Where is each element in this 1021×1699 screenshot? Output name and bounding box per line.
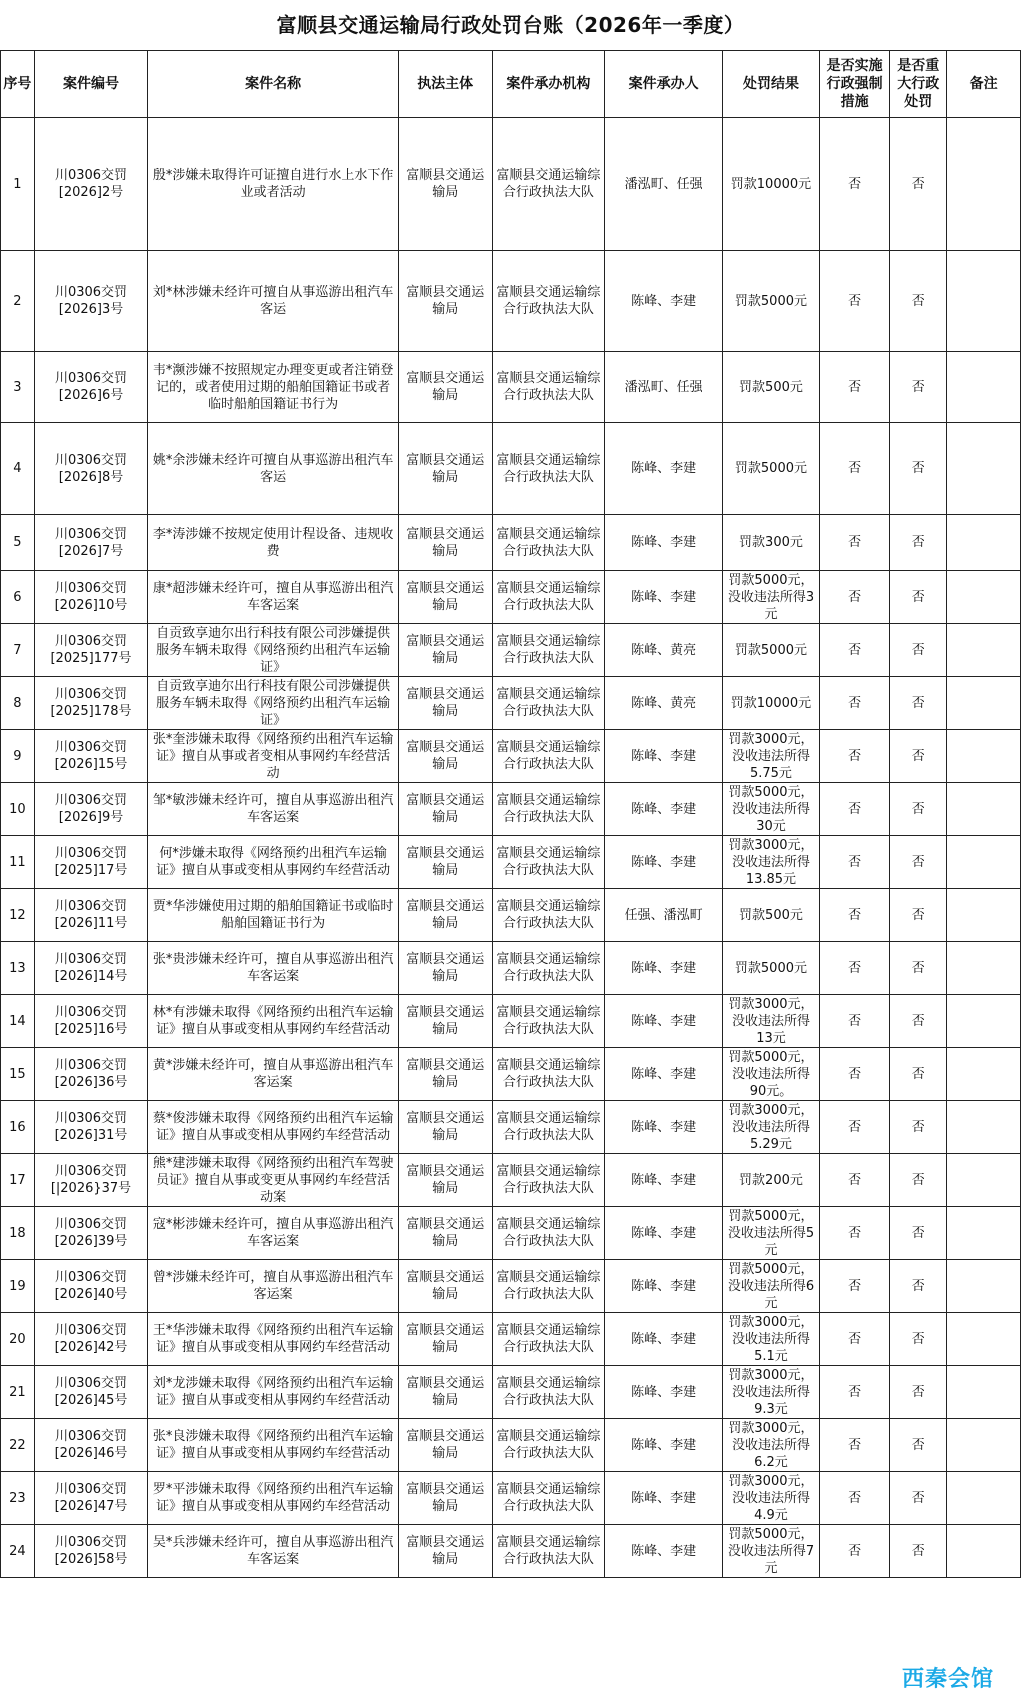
- handling-agency-cell: 富顺县交通运输综合行政执法大队: [492, 118, 605, 251]
- coercive-measure-cell: 否: [819, 624, 890, 677]
- penalty-result-cell: 罚款5000元: [723, 423, 820, 515]
- case-number-cell: 川0306交罚[2026]3号: [34, 251, 148, 352]
- remark-cell: [947, 1472, 1021, 1525]
- handling-agency-cell: 富顺县交通运输综合行政执法大队: [492, 783, 605, 836]
- header-cell: 案件名称: [148, 51, 399, 118]
- handling-agency-cell: 富顺县交通运输综合行政执法大队: [492, 1260, 605, 1313]
- case-number-cell: 川0306交罚[|2026}37号: [34, 1154, 148, 1207]
- header-cell: 执法主体: [398, 51, 492, 118]
- row-number-cell: 12: [1, 889, 35, 942]
- case-handlers-cell: 陈峰、李建: [605, 1154, 723, 1207]
- case-name-cell: 张*良涉嫌未取得《网络预约出租汽车运输证》擅自从事或变相从事网约车经营活动: [148, 1419, 399, 1472]
- enforcement-subject-cell: 富顺县交通运输局: [398, 783, 492, 836]
- case-number-cell: 川0306交罚[2026]10号: [34, 571, 148, 624]
- table-row: [1, 1472, 1021, 1525]
- enforcement-subject-cell: 富顺县交通运输局: [398, 1154, 492, 1207]
- row-number-cell: 13: [1, 942, 35, 995]
- row-number-cell: 3: [1, 352, 35, 423]
- remark-cell: [947, 515, 1021, 571]
- handling-agency-cell: 富顺县交通运输综合行政执法大队: [492, 942, 605, 995]
- case-handlers-cell: 陈峰、李建: [605, 783, 723, 836]
- coercive-measure-cell: 否: [819, 571, 890, 624]
- coercive-measure-cell: 否: [819, 889, 890, 942]
- case-handlers-cell: 陈峰、李建: [605, 1472, 723, 1525]
- major-penalty-cell: 否: [890, 1313, 947, 1366]
- case-number-cell: 川0306交罚[2026]31号: [34, 1101, 148, 1154]
- remark-cell: [947, 1366, 1021, 1419]
- enforcement-subject-cell: 富顺县交通运输局: [398, 942, 492, 995]
- case-handlers-cell: 陈峰、李建: [605, 836, 723, 889]
- case-name-cell: 林*有涉嫌未取得《网络预约出租汽车运输证》擅自从事或变相从事网约车经营活动: [148, 995, 399, 1048]
- row-number-cell: 14: [1, 995, 35, 1048]
- major-penalty-cell: 否: [890, 1154, 947, 1207]
- major-penalty-cell: 否: [890, 423, 947, 515]
- row-number-cell: 22: [1, 1419, 35, 1472]
- handling-agency-cell: 富顺县交通运输综合行政执法大队: [492, 251, 605, 352]
- header-cell: 处罚结果: [723, 51, 820, 118]
- penalty-result-cell: 罚款300元: [723, 515, 820, 571]
- remark-cell: [947, 995, 1021, 1048]
- case-handlers-cell: 陈峰、李建: [605, 995, 723, 1048]
- table-row: [1, 423, 1021, 515]
- penalty-result-cell: 罚款3000元，没收违法所得13.85元: [723, 836, 820, 889]
- case-name-cell: 张*贵涉嫌未经许可，擅自从事巡游出租汽车客运案: [148, 942, 399, 995]
- case-handlers-cell: 陈峰、李建: [605, 1048, 723, 1101]
- coercive-measure-cell: 否: [819, 995, 890, 1048]
- case-number-cell: 川0306交罚[2026]6号: [34, 352, 148, 423]
- major-penalty-cell: 否: [890, 1048, 947, 1101]
- table-row: [1, 836, 1021, 889]
- case-handlers-cell: 陈峰、李建: [605, 1101, 723, 1154]
- remark-cell: [947, 1207, 1021, 1260]
- page-title: 富顺县交通运输局行政处罚台账（2026年一季度）: [276, 13, 745, 37]
- table-row: [1, 352, 1021, 423]
- coercive-measure-cell: 否: [819, 1366, 890, 1419]
- row-number-cell: 10: [1, 783, 35, 836]
- enforcement-subject-cell: 富顺县交通运输局: [398, 1101, 492, 1154]
- case-number-cell: 川0306交罚[2026]46号: [34, 1419, 148, 1472]
- row-number-cell: 20: [1, 1313, 35, 1366]
- remark-cell: [947, 251, 1021, 352]
- case-name-cell: 蔡*俊涉嫌未取得《网络预约出租汽车运输证》擅自从事或变相从事网约车经营活动: [148, 1101, 399, 1154]
- handling-agency-cell: 富顺县交通运输综合行政执法大队: [492, 836, 605, 889]
- major-penalty-cell: 否: [890, 1207, 947, 1260]
- handling-agency-cell: 富顺县交通运输综合行政执法大队: [492, 1154, 605, 1207]
- header-cell: 案件承办人: [605, 51, 723, 118]
- coercive-measure-cell: 否: [819, 1048, 890, 1101]
- remark-cell: [947, 624, 1021, 677]
- enforcement-subject-cell: 富顺县交通运输局: [398, 1260, 492, 1313]
- remark-cell: [947, 352, 1021, 423]
- case-handlers-cell: 陈峰、黄亮: [605, 677, 723, 730]
- case-handlers-cell: 潘泓町、任强: [605, 352, 723, 423]
- remark-cell: [947, 836, 1021, 889]
- enforcement-subject-cell: 富顺县交通运输局: [398, 1472, 492, 1525]
- case-name-cell: 熊*建涉嫌未取得《网络预约出租汽车驾驶员证》擅自从事或变更从事网约车经营活动案: [148, 1154, 399, 1207]
- case-name-cell: 李*涛涉嫌不按规定使用计程设备、违规收费: [148, 515, 399, 571]
- major-penalty-cell: 否: [890, 515, 947, 571]
- table-row: [1, 1260, 1021, 1313]
- penalty-result-cell: 罚款10000元: [723, 677, 820, 730]
- enforcement-subject-cell: 富顺县交通运输局: [398, 1048, 492, 1101]
- enforcement-subject-cell: 富顺县交通运输局: [398, 995, 492, 1048]
- enforcement-subject-cell: 富顺县交通运输局: [398, 352, 492, 423]
- case-name-cell: 曾*涉嫌未经许可，擅自从事巡游出租汽车客运案: [148, 1260, 399, 1313]
- case-name-cell: 康*超涉嫌未经许可，擅自从事巡游出租汽车客运案: [148, 571, 399, 624]
- case-number-cell: 川0306交罚[2025]16号: [34, 995, 148, 1048]
- coercive-measure-cell: 否: [819, 1525, 890, 1578]
- penalty-result-cell: 罚款500元: [723, 352, 820, 423]
- enforcement-subject-cell: 富顺县交通运输局: [398, 1419, 492, 1472]
- case-handlers-cell: 陈峰、李建: [605, 942, 723, 995]
- header-cell: 是否重大行政处罚: [890, 51, 947, 118]
- case-name-cell: 贾*华涉嫌使用过期的船舶国籍证书或临时船舶国籍证书行为: [148, 889, 399, 942]
- penalty-result-cell: 罚款5000元，没收违法所得7元: [723, 1525, 820, 1578]
- major-penalty-cell: 否: [890, 118, 947, 251]
- coercive-measure-cell: 否: [819, 1419, 890, 1472]
- case-number-cell: 川0306交罚[2026]9号: [34, 783, 148, 836]
- remark-cell: [947, 1260, 1021, 1313]
- penalty-result-cell: 罚款5000元，没收违法所得3元: [723, 571, 820, 624]
- major-penalty-cell: 否: [890, 251, 947, 352]
- header-cell: 案件承办机构: [492, 51, 605, 118]
- coercive-measure-cell: 否: [819, 1472, 890, 1525]
- row-number-cell: 8: [1, 677, 35, 730]
- row-number-cell: 24: [1, 1525, 35, 1578]
- major-penalty-cell: 否: [890, 1366, 947, 1419]
- case-name-cell: 黄*涉嫌未经许可，擅自从事巡游出租汽车客运案: [148, 1048, 399, 1101]
- coercive-measure-cell: 否: [819, 515, 890, 571]
- case-handlers-cell: 陈峰、李建: [605, 251, 723, 352]
- coercive-measure-cell: 否: [819, 118, 890, 251]
- case-name-cell: 吴*兵涉嫌未经许可，擅自从事巡游出租汽车客运案: [148, 1525, 399, 1578]
- penalty-result-cell: 罚款3000元，没收违法所得5.29元: [723, 1101, 820, 1154]
- table-row: [1, 1419, 1021, 1472]
- handling-agency-cell: 富顺县交通运输综合行政执法大队: [492, 995, 605, 1048]
- case-number-cell: 川0306交罚[2026]47号: [34, 1472, 148, 1525]
- major-penalty-cell: 否: [890, 352, 947, 423]
- handling-agency-cell: 富顺县交通运输综合行政执法大队: [492, 730, 605, 783]
- coercive-measure-cell: 否: [819, 942, 890, 995]
- case-number-cell: 川0306交罚[2026]45号: [34, 1366, 148, 1419]
- case-name-cell: 刘*林涉嫌未经许可擅自从事巡游出租汽车客运: [148, 251, 399, 352]
- table-row: [1, 889, 1021, 942]
- penalty-result-cell: 罚款200元: [723, 1154, 820, 1207]
- coercive-measure-cell: 否: [819, 783, 890, 836]
- penalty-ledger-table: [0, 50, 1021, 1578]
- case-number-cell: 川0306交罚[2025]178号: [34, 677, 148, 730]
- handling-agency-cell: 富顺县交通运输综合行政执法大队: [492, 1048, 605, 1101]
- case-name-cell: 邹*敏涉嫌未经许可，擅自从事巡游出租汽车客运案: [148, 783, 399, 836]
- case-number-cell: 川0306交罚[2025]17号: [34, 836, 148, 889]
- table-row: [1, 783, 1021, 836]
- handling-agency-cell: 富顺县交通运输综合行政执法大队: [492, 677, 605, 730]
- enforcement-subject-cell: 富顺县交通运输局: [398, 1313, 492, 1366]
- penalty-result-cell: 罚款5000元: [723, 624, 820, 677]
- case-number-cell: 川0306交罚[2026]11号: [34, 889, 148, 942]
- handling-agency-cell: 富顺县交通运输综合行政执法大队: [492, 1366, 605, 1419]
- table-row: [1, 118, 1021, 251]
- case-handlers-cell: 陈峰、李建: [605, 1419, 723, 1472]
- remark-cell: [947, 1048, 1021, 1101]
- handling-agency-cell: 富顺县交通运输综合行政执法大队: [492, 889, 605, 942]
- enforcement-subject-cell: 富顺县交通运输局: [398, 730, 492, 783]
- remark-cell: [947, 783, 1021, 836]
- table-row: [1, 995, 1021, 1048]
- penalty-result-cell: 罚款5000元: [723, 251, 820, 352]
- row-number-cell: 19: [1, 1260, 35, 1313]
- case-number-cell: 川0306交罚[2026]58号: [34, 1525, 148, 1578]
- case-handlers-cell: 陈峰、黄亮: [605, 624, 723, 677]
- case-handlers-cell: 潘泓町、任强: [605, 118, 723, 251]
- remark-cell: [947, 571, 1021, 624]
- row-number-cell: 16: [1, 1101, 35, 1154]
- remark-cell: [947, 1419, 1021, 1472]
- case-number-cell: 川0306交罚[2026]8号: [34, 423, 148, 515]
- penalty-result-cell: 罚款500元: [723, 889, 820, 942]
- header-cell: 案件编号: [34, 51, 148, 118]
- major-penalty-cell: 否: [890, 1260, 947, 1313]
- handling-agency-cell: 富顺县交通运输综合行政执法大队: [492, 1313, 605, 1366]
- case-number-cell: 川0306交罚[2026]15号: [34, 730, 148, 783]
- table-row: [1, 942, 1021, 995]
- enforcement-subject-cell: 富顺县交通运输局: [398, 515, 492, 571]
- penalty-result-cell: 罚款10000元: [723, 118, 820, 251]
- enforcement-subject-cell: 富顺县交通运输局: [398, 677, 492, 730]
- table-row: [1, 730, 1021, 783]
- case-name-cell: 韦*濒涉嫌不按照规定办理变更或者注销登记的，或者使用过期的船舶国籍证书或者临时船舶国籍证书行为: [148, 352, 399, 423]
- remark-cell: [947, 730, 1021, 783]
- case-handlers-cell: 陈峰、李建: [605, 730, 723, 783]
- major-penalty-cell: 否: [890, 730, 947, 783]
- enforcement-subject-cell: 富顺县交通运输局: [398, 1366, 492, 1419]
- case-number-cell: 川0306交罚[2026]36号: [34, 1048, 148, 1101]
- case-name-cell: 寇*彬涉嫌未经许可，擅自从事巡游出租汽车客运案: [148, 1207, 399, 1260]
- case-handlers-cell: 陈峰、李建: [605, 1366, 723, 1419]
- major-penalty-cell: 否: [890, 836, 947, 889]
- case-number-cell: 川0306交罚[2026]2号: [34, 118, 148, 251]
- coercive-measure-cell: 否: [819, 1101, 890, 1154]
- major-penalty-cell: 否: [890, 889, 947, 942]
- remark-cell: [947, 1101, 1021, 1154]
- case-name-cell: 自贡致享迪尔出行科技有限公司涉嫌提供服务车辆未取得《网络预约出租汽车运输证》: [148, 677, 399, 730]
- case-name-cell: 何*涉嫌未取得《网络预约出租汽车运输证》擅自从事或变相从事网约车经营活动: [148, 836, 399, 889]
- table-row: [1, 624, 1021, 677]
- coercive-measure-cell: 否: [819, 677, 890, 730]
- penalty-result-cell: 罚款5000元，没收违法所得30元: [723, 783, 820, 836]
- row-number-cell: 17: [1, 1154, 35, 1207]
- penalty-result-cell: 罚款5000元，没收违法所得6元: [723, 1260, 820, 1313]
- case-name-cell: 刘*龙涉嫌未取得《网络预约出租汽车运输证》擅自从事或变相从事网约车经营活动: [148, 1366, 399, 1419]
- table-row: [1, 515, 1021, 571]
- coercive-measure-cell: 否: [819, 1313, 890, 1366]
- major-penalty-cell: 否: [890, 1101, 947, 1154]
- case-number-cell: 川0306交罚[2026]42号: [34, 1313, 148, 1366]
- row-number-cell: 21: [1, 1366, 35, 1419]
- handling-agency-cell: 富顺县交通运输综合行政执法大队: [492, 1419, 605, 1472]
- row-number-cell: 7: [1, 624, 35, 677]
- row-number-cell: 15: [1, 1048, 35, 1101]
- remark-cell: [947, 942, 1021, 995]
- remark-cell: [947, 1154, 1021, 1207]
- handling-agency-cell: 富顺县交通运输综合行政执法大队: [492, 1207, 605, 1260]
- coercive-measure-cell: 否: [819, 1260, 890, 1313]
- row-number-cell: 2: [1, 251, 35, 352]
- enforcement-subject-cell: 富顺县交通运输局: [398, 251, 492, 352]
- remark-cell: [947, 118, 1021, 251]
- coercive-measure-cell: 否: [819, 1207, 890, 1260]
- penalty-result-cell: 罚款5000元: [723, 942, 820, 995]
- row-number-cell: 4: [1, 423, 35, 515]
- penalty-result-cell: 罚款3000元，没收违法所得9.3元: [723, 1366, 820, 1419]
- table-row: [1, 1525, 1021, 1578]
- case-name-cell: 王*华涉嫌未取得《网络预约出租汽车运输证》擅自从事或变相从事网约车经营活动: [148, 1313, 399, 1366]
- coercive-measure-cell: 否: [819, 423, 890, 515]
- case-handlers-cell: 陈峰、李建: [605, 515, 723, 571]
- major-penalty-cell: 否: [890, 783, 947, 836]
- row-number-cell: 23: [1, 1472, 35, 1525]
- table-row: [1, 1048, 1021, 1101]
- table-body: [1, 118, 1021, 1578]
- header-cell: 备注: [947, 51, 1021, 118]
- enforcement-subject-cell: 富顺县交通运输局: [398, 423, 492, 515]
- case-name-cell: 自贡致享迪尔出行科技有限公司涉嫌提供服务车辆未取得《网络预约出租汽车运输证》: [148, 624, 399, 677]
- remark-cell: [947, 1313, 1021, 1366]
- table-row: [1, 571, 1021, 624]
- case-number-cell: 川0306交罚[2026]39号: [34, 1207, 148, 1260]
- case-handlers-cell: 任强、潘泓町: [605, 889, 723, 942]
- enforcement-subject-cell: 富顺县交通运输局: [398, 118, 492, 251]
- table-row: [1, 251, 1021, 352]
- case-number-cell: 川0306交罚[2025]177号: [34, 624, 148, 677]
- case-name-cell: 殷*涉嫌未取得许可证擅自进行水上水下作业或者活动: [148, 118, 399, 251]
- handling-agency-cell: 富顺县交通运输综合行政执法大队: [492, 571, 605, 624]
- header-cell: 序号: [1, 51, 35, 118]
- row-number-cell: 5: [1, 515, 35, 571]
- case-number-cell: 川0306交罚[2026]14号: [34, 942, 148, 995]
- case-handlers-cell: 陈峰、李建: [605, 1525, 723, 1578]
- row-number-cell: 18: [1, 1207, 35, 1260]
- table-row: [1, 1101, 1021, 1154]
- watermark-logo: 西秦会馆: [883, 1665, 1013, 1695]
- handling-agency-cell: 富顺县交通运输综合行政执法大队: [492, 1472, 605, 1525]
- coercive-measure-cell: 否: [819, 836, 890, 889]
- row-number-cell: 11: [1, 836, 35, 889]
- table-header-row: [1, 51, 1021, 118]
- handling-agency-cell: 富顺县交通运输综合行政执法大队: [492, 423, 605, 515]
- major-penalty-cell: 否: [890, 995, 947, 1048]
- row-number-cell: 1: [1, 118, 35, 251]
- penalty-result-cell: 罚款3000元，没收违法所得5.75元: [723, 730, 820, 783]
- enforcement-subject-cell: 富顺县交通运输局: [398, 571, 492, 624]
- coercive-measure-cell: 否: [819, 352, 890, 423]
- table-row: [1, 1154, 1021, 1207]
- case-number-cell: 川0306交罚[2026]40号: [34, 1260, 148, 1313]
- handling-agency-cell: 富顺县交通运输综合行政执法大队: [492, 352, 605, 423]
- case-name-cell: 姚*余涉嫌未经许可擅自从事巡游出租汽车客运: [148, 423, 399, 515]
- case-number-cell: 川0306交罚[2026]7号: [34, 515, 148, 571]
- enforcement-subject-cell: 富顺县交通运输局: [398, 889, 492, 942]
- remark-cell: [947, 1525, 1021, 1578]
- remark-cell: [947, 889, 1021, 942]
- handling-agency-cell: 富顺县交通运输综合行政执法大队: [492, 515, 605, 571]
- enforcement-subject-cell: 富顺县交通运输局: [398, 624, 492, 677]
- major-penalty-cell: 否: [890, 1419, 947, 1472]
- remark-cell: [947, 677, 1021, 730]
- enforcement-subject-cell: 富顺县交通运输局: [398, 1525, 492, 1578]
- handling-agency-cell: 富顺县交通运输综合行政执法大队: [492, 624, 605, 677]
- enforcement-subject-cell: 富顺县交通运输局: [398, 1207, 492, 1260]
- table-row: [1, 1313, 1021, 1366]
- case-handlers-cell: 陈峰、李建: [605, 423, 723, 515]
- case-name-cell: 张*奎涉嫌未取得《网络预约出租汽车运输证》擅自从事或者变相从事网约车经营活动: [148, 730, 399, 783]
- enforcement-subject-cell: 富顺县交通运输局: [398, 836, 492, 889]
- major-penalty-cell: 否: [890, 677, 947, 730]
- case-handlers-cell: 陈峰、李建: [605, 1207, 723, 1260]
- major-penalty-cell: 否: [890, 571, 947, 624]
- table-row: [1, 677, 1021, 730]
- case-handlers-cell: 陈峰、李建: [605, 1260, 723, 1313]
- major-penalty-cell: 否: [890, 624, 947, 677]
- major-penalty-cell: 否: [890, 1472, 947, 1525]
- handling-agency-cell: 富顺县交通运输综合行政执法大队: [492, 1525, 605, 1578]
- coercive-measure-cell: 否: [819, 730, 890, 783]
- penalty-result-cell: 罚款5000元，没收违法所得5元: [723, 1207, 820, 1260]
- header-cell: 是否实施行政强制措施: [819, 51, 890, 118]
- row-number-cell: 6: [1, 571, 35, 624]
- major-penalty-cell: 否: [890, 942, 947, 995]
- table-row: [1, 1207, 1021, 1260]
- case-name-cell: 罗*平涉嫌未取得《网络预约出租汽车运输证》擅自从事或变相从事网约车经营活动: [148, 1472, 399, 1525]
- major-penalty-cell: 否: [890, 1525, 947, 1578]
- penalty-result-cell: 罚款3000元，没收违法所得13元: [723, 995, 820, 1048]
- table-row: [1, 1366, 1021, 1419]
- penalty-result-cell: 罚款5000元，没收违法所得90元。: [723, 1048, 820, 1101]
- penalty-result-cell: 罚款3000元，没收违法所得6.2元: [723, 1419, 820, 1472]
- case-handlers-cell: 陈峰、李建: [605, 1313, 723, 1366]
- remark-cell: [947, 423, 1021, 515]
- penalty-result-cell: 罚款3000元，没收违法所得4.9元: [723, 1472, 820, 1525]
- coercive-measure-cell: 否: [819, 251, 890, 352]
- coercive-measure-cell: 否: [819, 1154, 890, 1207]
- row-number-cell: 9: [1, 730, 35, 783]
- case-handlers-cell: 陈峰、李建: [605, 571, 723, 624]
- penalty-result-cell: 罚款3000元，没收违法所得5.1元: [723, 1313, 820, 1366]
- handling-agency-cell: 富顺县交通运输综合行政执法大队: [492, 1101, 605, 1154]
